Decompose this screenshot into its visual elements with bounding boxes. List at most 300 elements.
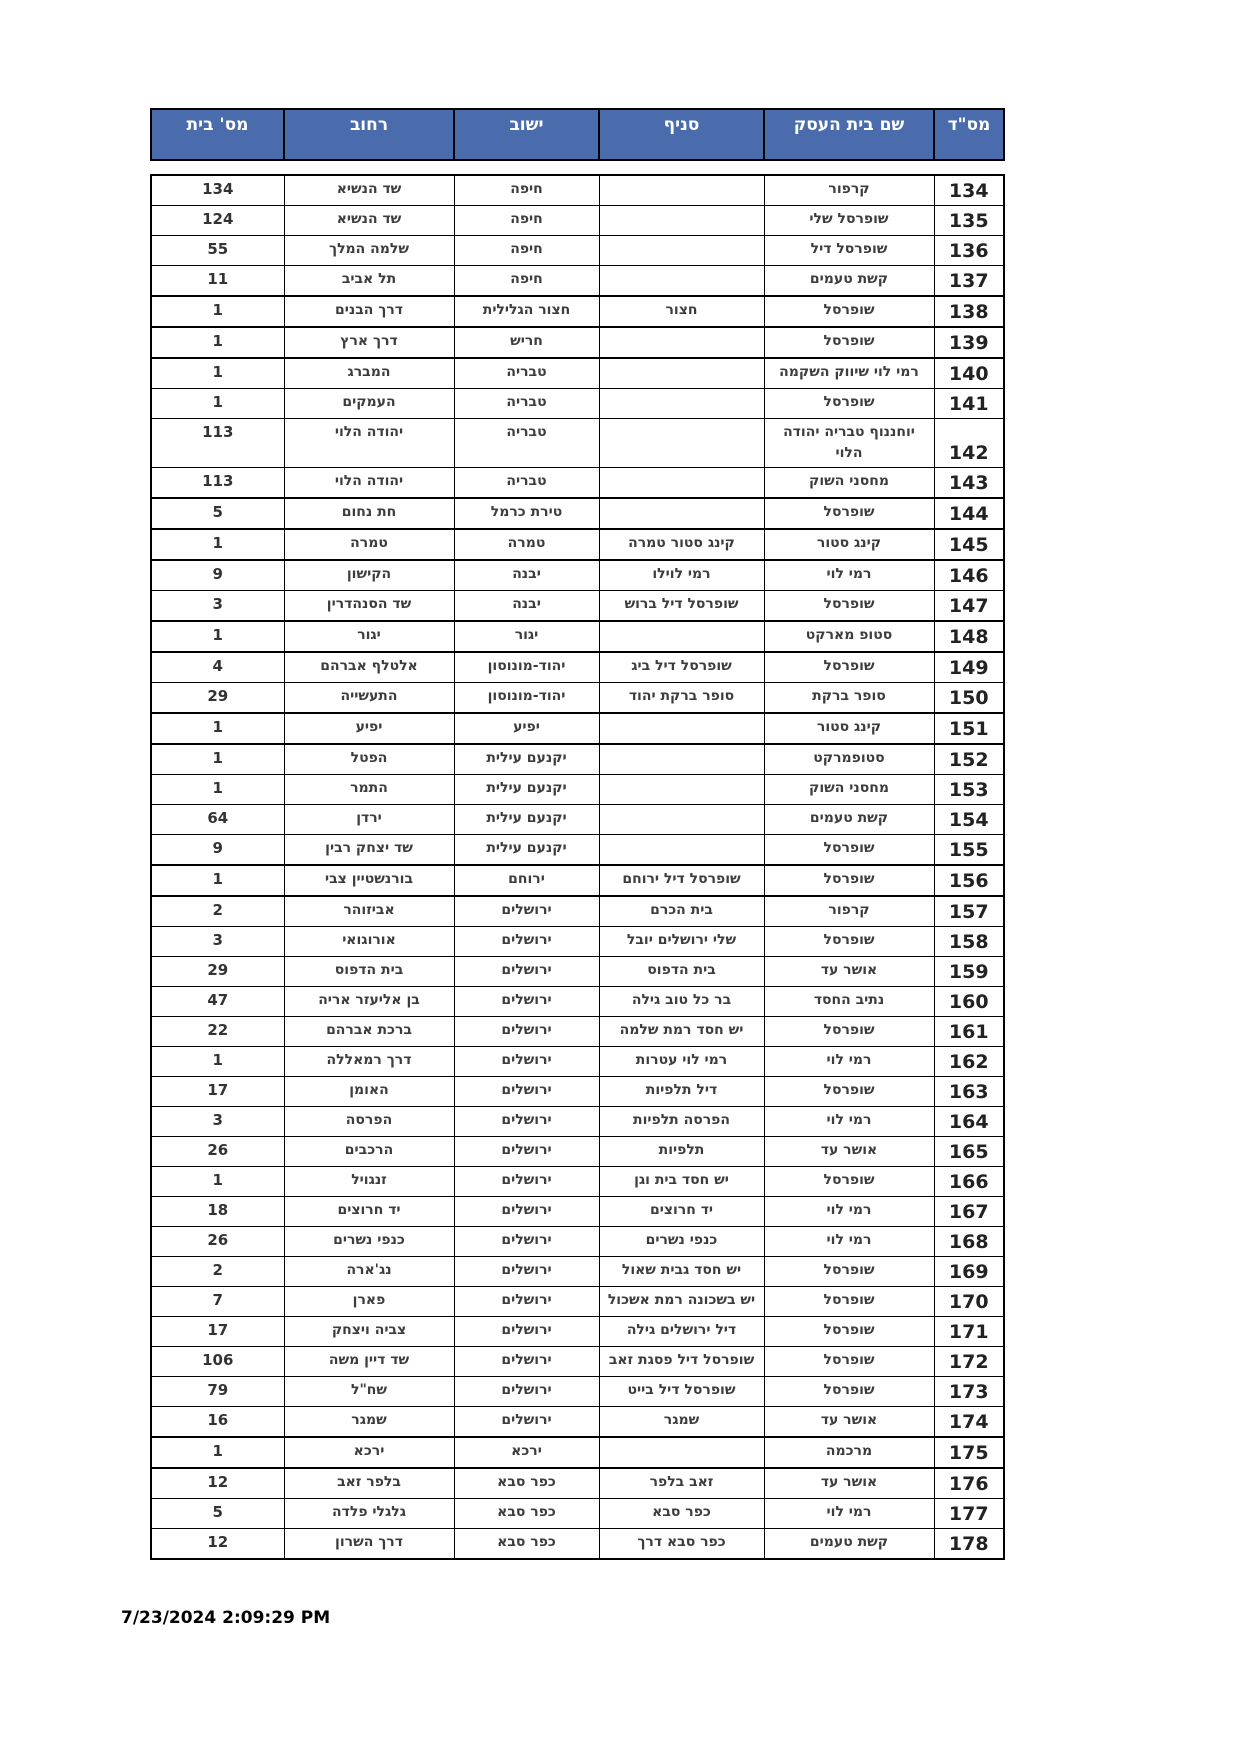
header-branch: סניף	[599, 109, 764, 160]
cell-business-name: רמי לוי שיווק השקמה	[764, 358, 934, 389]
table-row	[151, 1437, 1004, 1468]
cell-city: ירושלים	[454, 1317, 599, 1347]
cell-business-name: שופרסל	[764, 327, 934, 358]
cell-serial: 167	[934, 1197, 1004, 1227]
cell-business-name: שופרסל	[764, 1287, 934, 1317]
cell-serial: 173	[934, 1377, 1004, 1407]
cell-house-number: 134	[151, 175, 284, 206]
cell-branch	[599, 358, 764, 389]
cell-city: כפר סבא	[454, 1529, 599, 1560]
cell-street: גלגלי פלדה	[284, 1499, 454, 1529]
cell-branch: יש חסד גבית שאול	[599, 1257, 764, 1287]
cell-serial: 163	[934, 1077, 1004, 1107]
cell-branch: שופרסל דיל ביג	[599, 652, 764, 683]
cell-street: שד יצחק רבין	[284, 835, 454, 866]
cell-city: ירושלים	[454, 1137, 599, 1167]
cell-serial: 156	[934, 865, 1004, 896]
cell-branch: כנפי נשרים	[599, 1227, 764, 1257]
cell-city: חיפה	[454, 175, 599, 206]
cell-street: אלטלף אברהם	[284, 652, 454, 683]
cell-street: בית הדפוס	[284, 957, 454, 987]
cell-serial: 158	[934, 927, 1004, 957]
cell-business-name: שופרסל	[764, 1167, 934, 1197]
table-row	[151, 1529, 1004, 1560]
cell-branch	[599, 713, 764, 744]
cell-house-number: 17	[151, 1317, 284, 1347]
cell-city: טבריה	[454, 389, 599, 419]
table-row	[151, 835, 1004, 866]
cell-house-number: 1	[151, 327, 284, 358]
cell-house-number: 64	[151, 805, 284, 835]
table-row	[151, 865, 1004, 896]
cell-business-name: מרכמה	[764, 1437, 934, 1468]
cell-city: ירושלים	[454, 1167, 599, 1197]
cell-street: דרך רמאללה	[284, 1047, 454, 1077]
table-row	[151, 896, 1004, 927]
cell-business-name: שופרסל	[764, 1347, 934, 1377]
table-row	[151, 1468, 1004, 1499]
cell-street: המברג	[284, 358, 454, 389]
cell-city: חיפה	[454, 236, 599, 266]
cell-branch: שמגר	[599, 1407, 764, 1438]
cell-business-name: קשת טעמים	[764, 805, 934, 835]
cell-serial: 150	[934, 683, 1004, 714]
table-row	[151, 419, 1004, 468]
table-row	[151, 621, 1004, 652]
cell-city: יקנעם עילית	[454, 775, 599, 805]
cell-house-number: 18	[151, 1197, 284, 1227]
cell-serial: 153	[934, 775, 1004, 805]
cell-business-name: סטופ מארקט	[764, 621, 934, 652]
cell-branch: רמי לוי עטרות	[599, 1047, 764, 1077]
table-row	[151, 327, 1004, 358]
cell-serial: 144	[934, 498, 1004, 529]
cell-serial: 157	[934, 896, 1004, 927]
header-city: ישוב	[454, 109, 599, 160]
cell-street: ירכא	[284, 1437, 454, 1468]
cell-house-number: 1	[151, 713, 284, 744]
cell-street: דרך השרון	[284, 1529, 454, 1560]
cell-branch: כפר סבא	[599, 1499, 764, 1529]
cell-city: טבריה	[454, 358, 599, 389]
cell-business-name: רמי לוי	[764, 1197, 934, 1227]
cell-branch	[599, 389, 764, 419]
cell-house-number: 113	[151, 419, 284, 468]
table-row	[151, 529, 1004, 560]
cell-business-name: רמי לוי	[764, 1227, 934, 1257]
cell-house-number: 12	[151, 1468, 284, 1499]
cell-street: העמקים	[284, 389, 454, 419]
cell-branch: שופרסל דיל ברוש	[599, 591, 764, 622]
cell-branch	[599, 266, 764, 297]
table-row	[151, 1107, 1004, 1137]
print-timestamp: 7/23/2024 2:09:29 PM	[121, 1608, 331, 1628]
cell-branch: קינג סטור טמרה	[599, 529, 764, 560]
table-row	[151, 987, 1004, 1017]
cell-city: ירוחם	[454, 865, 599, 896]
cell-city: חריש	[454, 327, 599, 358]
table-row	[151, 236, 1004, 266]
table-row	[151, 1287, 1004, 1317]
cell-house-number: 1	[151, 529, 284, 560]
cell-street: אורוגואי	[284, 927, 454, 957]
cell-house-number: 3	[151, 1107, 284, 1137]
cell-serial: 134	[934, 175, 1004, 206]
cell-city: כפר סבא	[454, 1499, 599, 1529]
cell-street: שלמה המלך	[284, 236, 454, 266]
cell-business-name: רמי לוי	[764, 560, 934, 591]
cell-city: ירושלים	[454, 1227, 599, 1257]
cell-street: שד דיין משה	[284, 1347, 454, 1377]
table-row	[151, 560, 1004, 591]
table-row	[151, 389, 1004, 419]
cell-street: יהודה הלוי	[284, 468, 454, 499]
cell-street: האומן	[284, 1077, 454, 1107]
table-row	[151, 1257, 1004, 1287]
cell-street: הרכבים	[284, 1137, 454, 1167]
cell-business-name: אושר עד	[764, 1407, 934, 1438]
header-serial: מס"ד	[934, 109, 1004, 160]
cell-street: התעשייה	[284, 683, 454, 714]
cell-street: צביה ויצחק	[284, 1317, 454, 1347]
cell-branch: יד חרוצים	[599, 1197, 764, 1227]
cell-business-name: קשת טעמים	[764, 266, 934, 297]
cell-branch: כפר סבא דרך	[599, 1529, 764, 1560]
cell-branch	[599, 744, 764, 775]
cell-street: יפיע	[284, 713, 454, 744]
cell-business-name: שופרסל	[764, 296, 934, 327]
cell-serial: 171	[934, 1317, 1004, 1347]
cell-branch: בית הכרם	[599, 896, 764, 927]
cell-serial: 162	[934, 1047, 1004, 1077]
cell-branch: רמי לוילו	[599, 560, 764, 591]
cell-street: הפרסה	[284, 1107, 454, 1137]
table-row	[151, 1197, 1004, 1227]
cell-serial: 154	[934, 805, 1004, 835]
header-street: רחוב	[284, 109, 454, 160]
cell-city: יגור	[454, 621, 599, 652]
cell-branch: תלפיות	[599, 1137, 764, 1167]
cell-city: ירושלים	[454, 927, 599, 957]
table-row	[151, 266, 1004, 297]
cell-serial: 165	[934, 1137, 1004, 1167]
table-row	[151, 175, 1004, 206]
cell-business-name: קרפור	[764, 896, 934, 927]
table-row	[151, 1047, 1004, 1077]
cell-city: כפר סבא	[454, 1468, 599, 1499]
cell-branch	[599, 468, 764, 499]
table-row	[151, 498, 1004, 529]
cell-business-name: קינג סטור	[764, 713, 934, 744]
cell-serial: 170	[934, 1287, 1004, 1317]
cell-street: נג'ארה	[284, 1257, 454, 1287]
cell-branch: סופר ברקת יהוד	[599, 683, 764, 714]
cell-business-name: סטופמרקט	[764, 744, 934, 775]
cell-house-number: 26	[151, 1227, 284, 1257]
cell-business-name: קשת טעמים	[764, 1529, 934, 1560]
cell-house-number: 3	[151, 927, 284, 957]
table-row	[151, 358, 1004, 389]
cell-business-name: שופרסל	[764, 865, 934, 896]
cell-house-number: 17	[151, 1077, 284, 1107]
cell-business-name: קרפור	[764, 175, 934, 206]
cell-serial: 136	[934, 236, 1004, 266]
cell-house-number: 11	[151, 266, 284, 297]
table-row	[151, 957, 1004, 987]
cell-street: שד הסנהדרין	[284, 591, 454, 622]
cell-branch	[599, 1437, 764, 1468]
cell-house-number: 1	[151, 1437, 284, 1468]
cell-city: יקנעם עילית	[454, 835, 599, 866]
cell-business-name: שופרסל דיל	[764, 236, 934, 266]
cell-serial: 143	[934, 468, 1004, 499]
table-row	[151, 206, 1004, 236]
cell-serial: 152	[934, 744, 1004, 775]
cell-serial: 145	[934, 529, 1004, 560]
cell-business-name: שופרסל שלי	[764, 206, 934, 236]
cell-business-name: שופרסל	[764, 1257, 934, 1287]
cell-branch	[599, 775, 764, 805]
cell-house-number: 55	[151, 236, 284, 266]
table-row	[151, 805, 1004, 835]
cell-branch: יש בשכונה רמת אשכול	[599, 1287, 764, 1317]
cell-business-name: שופרסל	[764, 1377, 934, 1407]
cell-house-number: 9	[151, 835, 284, 866]
cell-city: חצור הגלילית	[454, 296, 599, 327]
cell-serial: 148	[934, 621, 1004, 652]
cell-city: ירושלים	[454, 957, 599, 987]
cell-house-number: 1	[151, 865, 284, 896]
table-header	[150, 108, 1005, 161]
cell-city: ירושלים	[454, 1377, 599, 1407]
cell-city: ירכא	[454, 1437, 599, 1468]
cell-city: יבנה	[454, 560, 599, 591]
cell-city: חיפה	[454, 206, 599, 236]
cell-branch	[599, 835, 764, 866]
cell-house-number: 29	[151, 957, 284, 987]
table-row	[151, 296, 1004, 327]
cell-serial: 166	[934, 1167, 1004, 1197]
cell-house-number: 47	[151, 987, 284, 1017]
cell-branch	[599, 498, 764, 529]
cell-serial: 169	[934, 1257, 1004, 1287]
cell-serial: 137	[934, 266, 1004, 297]
cell-business-name: שופרסל	[764, 498, 934, 529]
table-row	[151, 713, 1004, 744]
cell-branch: יש חסד בית וגן	[599, 1167, 764, 1197]
cell-serial: 164	[934, 1107, 1004, 1137]
cell-street: זנגויל	[284, 1167, 454, 1197]
cell-house-number: 16	[151, 1407, 284, 1438]
cell-business-name: אושר עד	[764, 1468, 934, 1499]
cell-branch	[599, 175, 764, 206]
cell-city: ירושלים	[454, 1347, 599, 1377]
cell-city: יפיע	[454, 713, 599, 744]
cell-branch	[599, 805, 764, 835]
header-house-number: מס' בית	[151, 109, 284, 160]
cell-city: יהוד-מונוסון	[454, 652, 599, 683]
table-row	[151, 1347, 1004, 1377]
cell-street: יד חרוצים	[284, 1197, 454, 1227]
cell-street: ברכת אברהם	[284, 1017, 454, 1047]
cell-street: ירדן	[284, 805, 454, 835]
table-row	[151, 1317, 1004, 1347]
cell-business-name: שופרסל	[764, 1017, 934, 1047]
cell-serial: 168	[934, 1227, 1004, 1257]
cell-street: הקישון	[284, 560, 454, 591]
cell-business-name: רמי לוי	[764, 1047, 934, 1077]
cell-serial: 159	[934, 957, 1004, 987]
cell-street: הפטל	[284, 744, 454, 775]
cell-serial: 177	[934, 1499, 1004, 1529]
cell-branch: בר כל טוב גילה	[599, 987, 764, 1017]
cell-street: התמר	[284, 775, 454, 805]
cell-city: ירושלים	[454, 1287, 599, 1317]
cell-business-name: אושר עד	[764, 957, 934, 987]
cell-business-name: מחסני השוק	[764, 775, 934, 805]
cell-street: דרך הבנים	[284, 296, 454, 327]
cell-serial: 138	[934, 296, 1004, 327]
cell-business-name: שופרסל	[764, 1317, 934, 1347]
cell-house-number: 2	[151, 896, 284, 927]
cell-city: יקנעם עילית	[454, 805, 599, 835]
table-row	[151, 775, 1004, 805]
cell-city: ירושלים	[454, 1077, 599, 1107]
cell-city: טמרה	[454, 529, 599, 560]
cell-street: שד הנשיא	[284, 206, 454, 236]
cell-street: אביזוהר	[284, 896, 454, 927]
cell-house-number: 1	[151, 744, 284, 775]
cell-house-number: 3	[151, 591, 284, 622]
cell-serial: 149	[934, 652, 1004, 683]
cell-serial: 140	[934, 358, 1004, 389]
cell-house-number: 1	[151, 358, 284, 389]
cell-house-number: 9	[151, 560, 284, 591]
cell-street: שח"ל	[284, 1377, 454, 1407]
cell-business-name: סופר ברקת	[764, 683, 934, 714]
cell-serial: 147	[934, 591, 1004, 622]
table-row	[151, 591, 1004, 622]
cell-business-name: שופרסל	[764, 591, 934, 622]
cell-street: שמגר	[284, 1407, 454, 1438]
cell-house-number: 79	[151, 1377, 284, 1407]
table-row	[151, 652, 1004, 683]
cell-serial: 141	[934, 389, 1004, 419]
cell-house-number: 113	[151, 468, 284, 499]
cell-house-number: 1	[151, 296, 284, 327]
cell-street: יגור	[284, 621, 454, 652]
cell-street: תל אביב	[284, 266, 454, 297]
cell-business-name: שופרסל	[764, 835, 934, 866]
cell-branch	[599, 621, 764, 652]
cell-business-name: נתיב החסד	[764, 987, 934, 1017]
cell-branch	[599, 327, 764, 358]
cell-city: ירושלים	[454, 987, 599, 1017]
cell-serial: 176	[934, 1468, 1004, 1499]
cell-branch: הפרסה תלפיות	[599, 1107, 764, 1137]
cell-serial: 172	[934, 1347, 1004, 1377]
table-row	[151, 744, 1004, 775]
cell-street: דרך ארץ	[284, 327, 454, 358]
cell-business-name: שופרסל	[764, 927, 934, 957]
cell-house-number: 1	[151, 621, 284, 652]
cell-branch: דיל תלפיות	[599, 1077, 764, 1107]
table-row	[151, 1227, 1004, 1257]
cell-city: טבריה	[454, 468, 599, 499]
cell-city: טירת כרמל	[454, 498, 599, 529]
cell-business-name: שופרסל	[764, 1077, 934, 1107]
cell-serial: 155	[934, 835, 1004, 866]
table-row	[151, 683, 1004, 714]
business-table	[152, 108, 1005, 1560]
cell-house-number: 1	[151, 1167, 284, 1197]
cell-branch	[599, 419, 764, 468]
cell-house-number: 2	[151, 1257, 284, 1287]
cell-street: שד הנשיא	[284, 175, 454, 206]
cell-business-name: מחסני השוק	[764, 468, 934, 499]
cell-branch	[599, 206, 764, 236]
cell-house-number: 5	[151, 498, 284, 529]
cell-street: בלפר זאב	[284, 1468, 454, 1499]
header-business-name: שם בית העסק	[764, 109, 934, 160]
cell-city: ירושלים	[454, 896, 599, 927]
cell-business-name: קינג סטור	[764, 529, 934, 560]
table-row	[151, 468, 1004, 499]
cell-house-number: 1	[151, 775, 284, 805]
cell-city: ירושלים	[454, 1047, 599, 1077]
table-row	[151, 1077, 1004, 1107]
cell-city: ירושלים	[454, 1017, 599, 1047]
cell-street: בן אליעזר אריה	[284, 987, 454, 1017]
cell-house-number: 7	[151, 1287, 284, 1317]
cell-serial: 146	[934, 560, 1004, 591]
cell-serial: 161	[934, 1017, 1004, 1047]
cell-house-number: 1	[151, 389, 284, 419]
table-row	[151, 1499, 1004, 1529]
table-row	[151, 1167, 1004, 1197]
cell-street: כנפי נשרים	[284, 1227, 454, 1257]
cell-house-number: 124	[151, 206, 284, 236]
cell-city: יהוד-מונוסון	[454, 683, 599, 714]
cell-house-number: 4	[151, 652, 284, 683]
cell-serial: 151	[934, 713, 1004, 744]
cell-street: טמרה	[284, 529, 454, 560]
cell-house-number: 12	[151, 1529, 284, 1560]
cell-branch: שופרסל דיל פסגת זאב	[599, 1347, 764, 1377]
cell-city: חיפה	[454, 266, 599, 297]
cell-branch: חצור	[599, 296, 764, 327]
cell-branch: זאב בלפר	[599, 1468, 764, 1499]
cell-business-name: אושר עד	[764, 1137, 934, 1167]
header-row	[151, 109, 1004, 160]
cell-street: פארן	[284, 1287, 454, 1317]
table-row	[151, 1017, 1004, 1047]
cell-street: חת נחום	[284, 498, 454, 529]
cell-serial: 142	[934, 419, 1004, 468]
table-row	[151, 1377, 1004, 1407]
cell-branch: בית הדפוס	[599, 957, 764, 987]
cell-street: יהודה הלוי	[284, 419, 454, 468]
cell-city: ירושלים	[454, 1197, 599, 1227]
cell-city: יבנה	[454, 591, 599, 622]
cell-branch: שופרסל דיל בייט	[599, 1377, 764, 1407]
cell-serial: 178	[934, 1529, 1004, 1560]
cell-serial: 135	[934, 206, 1004, 236]
cell-business-name: רמי לוי	[764, 1107, 934, 1137]
cell-house-number: 1	[151, 1047, 284, 1077]
cell-house-number: 26	[151, 1137, 284, 1167]
cell-branch: יש חסד רמת שלמה	[599, 1017, 764, 1047]
